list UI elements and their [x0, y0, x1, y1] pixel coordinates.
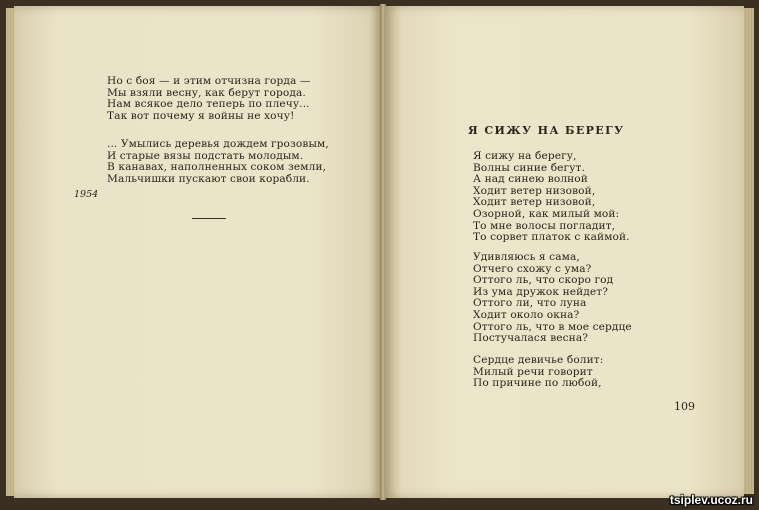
poem-line: То мне волосы погладит, [473, 219, 616, 232]
poem-line: Постучалася весна? [473, 332, 589, 345]
poem-title: Я СИЖУ НА БЕРЕГУ [468, 124, 625, 137]
poem-year: 1954 [74, 189, 99, 200]
watermark-text: tsiplev.ucoz.ru [669, 493, 753, 507]
poem-line: Из ума дружок нейдет? [473, 285, 609, 298]
poem-line: Ходит ветер низовой, [473, 184, 596, 197]
poem-line: Отчего схожу с ума? [473, 262, 592, 275]
poem-line: Оттого ль, что скоро год [473, 274, 614, 287]
page-number: 109 [674, 400, 695, 413]
section-divider [192, 218, 226, 219]
poem-line: То сорвет платок с каймой. [473, 231, 630, 244]
poem-line: По причине по любой, [473, 377, 602, 390]
poem-line: Ходит около окна? [473, 308, 580, 321]
poem-line: И старые вязы подстать молодым. [107, 149, 304, 162]
right-stanza-2 [473, 252, 632, 345]
poem-line: Нам всякое дело теперь по плечу... [107, 98, 310, 111]
right-page-edges [744, 8, 754, 494]
poem-line: Но с боя — и этим отчизна горда — [107, 75, 311, 87]
right-page [384, 6, 744, 498]
poem-line: Оттого ли, что луна [473, 297, 587, 310]
poem-line: Сердце девичье болит: [473, 354, 604, 366]
poem-line: Ходит ветер низовой, [473, 196, 596, 209]
right-stanza-3 [473, 355, 603, 390]
poem-line: Озорной, как милый мой: [473, 207, 620, 220]
poem-line: Волны синие бегут. [473, 161, 585, 174]
right-stanza-1 [473, 151, 630, 244]
poem-line: Оттого ль, что в мое сердце [473, 320, 632, 333]
poem-line: Так вот почему я войны не хочу! [107, 109, 295, 122]
poem-line: Мы взяли весну, как берут города. [107, 86, 306, 99]
poem-line: В канавах, наполненных соком земли, [107, 161, 327, 174]
poem-line: Удивляюсь я сама, [473, 251, 580, 263]
poem-line: Милый речи говорит [473, 365, 593, 378]
left-stanza-1 [107, 76, 311, 122]
poem-line: ... Умылись деревья дождем грозовым, [107, 138, 329, 150]
left-stanza-2 [107, 139, 329, 185]
poem-line: Я сижу на берегу, [473, 150, 577, 162]
poem-line: А над синею волной [473, 173, 588, 186]
poem-line: Мальчишки пускают свои корабли. [107, 172, 310, 185]
left-page [14, 6, 384, 498]
